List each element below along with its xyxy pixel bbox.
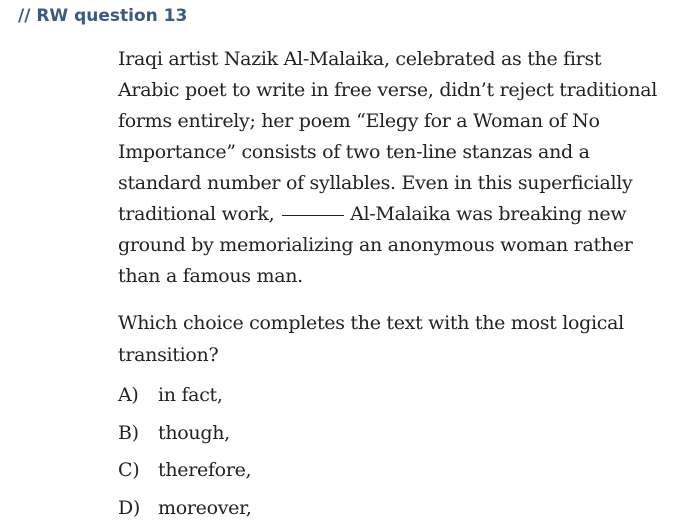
passage-line-with-blank bbox=[118, 199, 643, 230]
choice-letter: C) bbox=[118, 455, 158, 486]
passage-line: than a famous man. bbox=[118, 261, 643, 292]
answer-blank bbox=[282, 214, 344, 216]
choice-c[interactable] bbox=[118, 455, 643, 493]
passage-line: Arabic poet to write in free verse, didn’t reject traditional bbox=[118, 75, 643, 106]
choice-d[interactable] bbox=[118, 493, 643, 530]
choice-letter: B) bbox=[118, 418, 158, 449]
answer-choices bbox=[118, 380, 643, 530]
blank-preceding-text: traditional work, bbox=[118, 203, 274, 225]
passage-line: forms entirely; her poem “Elegy for a Woman of No bbox=[118, 106, 643, 137]
passage-line: Importance” consists of two ten-line stanzas and a bbox=[118, 137, 643, 168]
blank-following-text: Al-Malaika was breaking new bbox=[350, 203, 626, 225]
question-heading: // RW question 13 bbox=[18, 4, 187, 28]
question-line: transition? bbox=[118, 339, 643, 371]
passage-line: ground by memorializing an anonymous woman rather bbox=[118, 230, 643, 261]
choice-text: moreover, bbox=[158, 497, 252, 519]
choice-b[interactable] bbox=[118, 418, 643, 456]
choice-text: though, bbox=[158, 422, 230, 444]
choice-letter: A) bbox=[118, 380, 158, 411]
choice-text: in fact, bbox=[158, 384, 223, 406]
choice-a[interactable] bbox=[118, 380, 643, 418]
question-content bbox=[118, 44, 643, 530]
choice-text: therefore, bbox=[158, 459, 251, 481]
choice-letter: D) bbox=[118, 493, 158, 524]
passage-text bbox=[118, 44, 643, 292]
question-line: Which choice completes the text with the most logical bbox=[118, 307, 643, 339]
question-prompt bbox=[118, 307, 643, 371]
passage-line: Iraqi artist Nazik Al-Malaika, celebrated as the first bbox=[118, 44, 643, 75]
passage-line: standard number of syllables. Even in this superficially bbox=[118, 168, 643, 199]
